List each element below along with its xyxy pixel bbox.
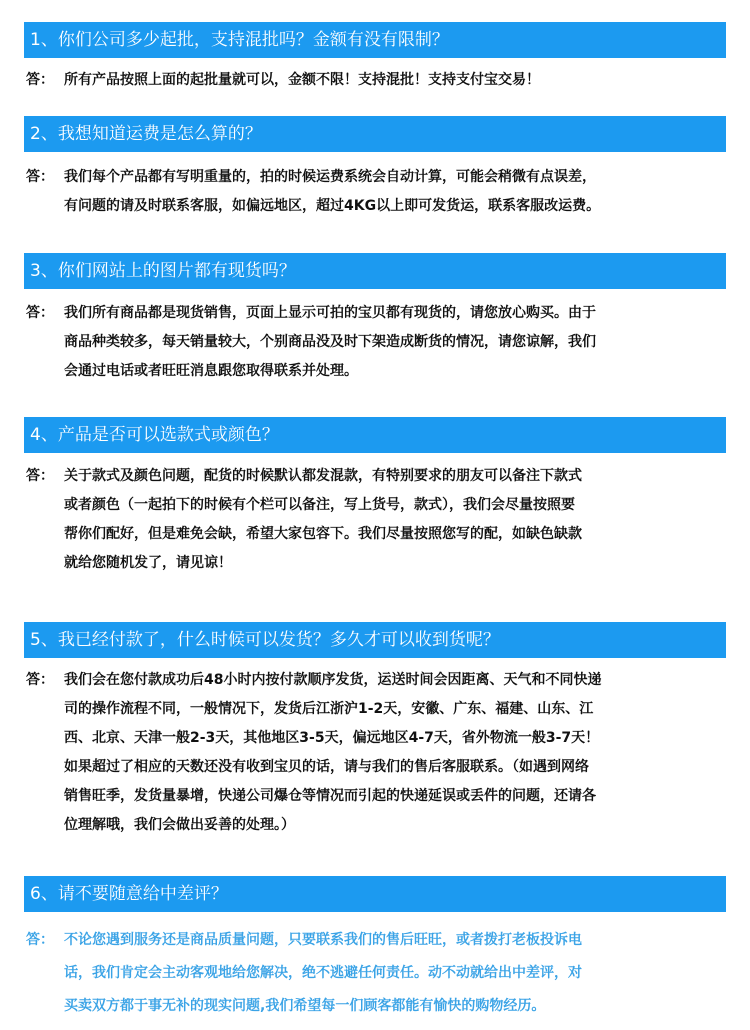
faq-answer-6 xyxy=(26,924,724,1023)
faq-answer-5 xyxy=(26,666,724,840)
answer-line: 话，我们肯定会主动客观地给您解决，绝不逃避任何责任。动不动就给出中差评，对 xyxy=(64,965,582,981)
answer-line: 或者颜色（一起拍下的时候有个栏可以备注，写上货号，款式），我们会尽量按照要 xyxy=(64,497,575,513)
answer-line: 有问题的请及时联系客服，如偏远地区，超过4KG以上即可发货运，联系客服改运费。 xyxy=(64,198,601,214)
faq-question-3: 3、你们网站上的图片都有现货吗？ xyxy=(24,253,726,289)
faq-answer-2 xyxy=(26,163,724,221)
answer-line: 西、北京、天津一般2-3天，其他地区3-5天，偏远地区4-7天，省外物流一般3-7天！ xyxy=(64,730,600,746)
faq-answer-3 xyxy=(26,299,724,386)
faq-question-4: 4、产品是否可以选款式或颜色？ xyxy=(24,417,726,453)
faq-answer-4 xyxy=(26,462,724,578)
answer-line: 我们每个产品都有写明重量的，拍的时候运费系统会自动计算，可能会稍微有点误差， xyxy=(64,169,596,185)
answer-prefix: 答： xyxy=(26,72,54,88)
answer-line: 所有产品按照上面的起批量就可以，金额不限！支持混批！支持支付宝交易！ xyxy=(64,72,540,88)
answer-prefix: 答： xyxy=(26,305,54,321)
answer-prefix: 答： xyxy=(26,932,54,948)
answer-line: 我们所有商品都是现货销售，页面上显示可拍的宝贝都有现货的，请您放心购买。由于 xyxy=(64,305,596,321)
answer-line: 帮你们配好，但是难免会缺，希望大家包容下。我们尽量按照您写的配，如缺色缺款 xyxy=(64,526,582,542)
answer-prefix: 答： xyxy=(26,169,54,185)
faq-question-2: 2、我想知道运费是怎么算的？ xyxy=(24,116,726,152)
answer-line: 司的操作流程不同，一般情况下，发货后江浙沪1-2天，安徽、广东、福建、山东、江 xyxy=(64,701,594,717)
answer-line: 就给您随机发了，请见谅！ xyxy=(64,555,232,571)
answer-line: 买卖双方都于事无补的现实问题,我们希望每一们顾客都能有愉快的购物经历。 xyxy=(64,998,546,1014)
faq-question-5: 5、我已经付款了，什么时候可以发货？多久才可以收到货呢？ xyxy=(24,622,726,658)
answer-line: 销售旺季，发货量暴增，快递公司爆仓等情况而引起的快递延误或丢件的问题，还请各 xyxy=(64,788,596,804)
answer-prefix: 答： xyxy=(26,468,54,484)
faq-question-6: 6、请不要随意给中差评？ xyxy=(24,876,726,912)
answer-line: 不论您遇到服务还是商品质量问题，只要联系我们的售后旺旺，或者拨打老板投诉电 xyxy=(64,932,582,948)
answer-prefix: 答： xyxy=(26,672,54,688)
answer-line: 我们会在您付款成功后48小时内按付款顺序发货，运送时间会因距离、天气和不同快递 xyxy=(64,672,602,688)
faq-answer-1 xyxy=(26,66,724,95)
answer-line: 商品种类较多，每天销量较大，个别商品没及时下架造成断货的情况，请您谅解，我们 xyxy=(64,334,596,350)
answer-line: 位理解哦，我们会做出妥善的处理。） xyxy=(64,817,295,833)
faq-question-1: 1、你们公司多少起批，支持混批吗？金额有没有限制？ xyxy=(24,22,726,58)
answer-line: 会通过电话或者旺旺消息跟您取得联系并处理。 xyxy=(64,363,358,379)
answer-line: 如果超过了相应的天数还没有收到宝贝的话，请与我们的售后客服联系。（如遇到网络 xyxy=(64,759,589,775)
answer-line: 关于款式及颜色问题，配货的时候默认都发混款，有特别要求的朋友可以备注下款式 xyxy=(64,468,582,484)
